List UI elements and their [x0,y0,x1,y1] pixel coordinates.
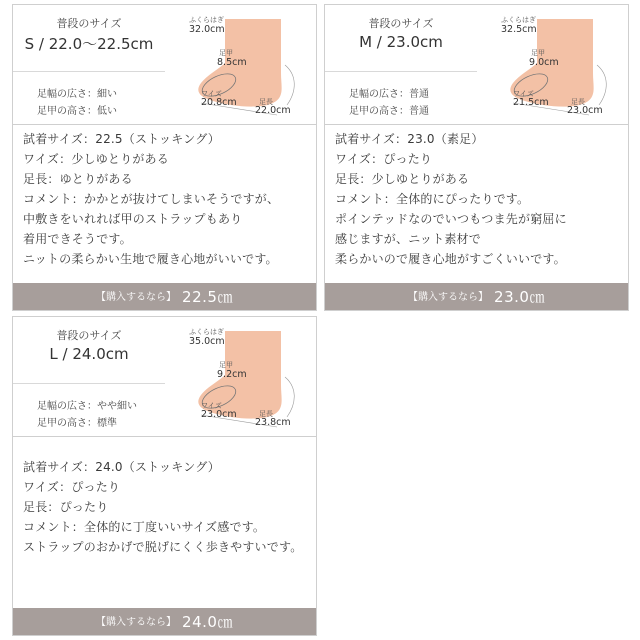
review-text [23,129,310,269]
review-line: 柔らかいので履き心地がすごくいいです。 [335,252,566,266]
divider [325,71,477,72]
review-line: 足長：少しゆとりがある [335,172,470,186]
usual-size-value: L / 24.0cm [49,345,129,363]
review-line: コメント：全体的に丁度いいサイズ感です。 [23,520,266,534]
review-text [335,129,622,269]
instep-caption: 足甲 [219,49,233,57]
size-card-2 [324,4,629,311]
recommended-size: 23.0㎝ [494,288,545,306]
calf-caption: ふくらはぎ [189,328,224,336]
instep-caption: 足甲 [531,49,545,57]
calf-caption: ふくらはぎ [501,16,536,24]
usual-size-label: 普段のサイズ [56,329,122,342]
divider [13,71,165,72]
review-line: ストラップのおかげで脱げにくく歩きやすいです。 [23,540,303,554]
recommended-caption: 【購入するなら】 [96,617,177,628]
recommended-caption: 【購入するなら】 [96,292,177,303]
instep-height-label: 足甲の高さ：普通 [349,106,429,117]
usual-size-panel [13,5,165,124]
recommended-size: 22.5㎝ [182,288,233,306]
instep-height-label: 足甲の高さ：低い [37,106,117,117]
calf-value: 32.5cm [501,24,537,35]
foot-width-label: 足幅の広さ：細い [37,89,117,100]
review-line: コメント：全体的にぴったりです。 [335,192,530,206]
instep-value: 8.5cm [217,57,247,68]
usual-size-label: 普段のサイズ [56,17,122,30]
instep-height-label: 足甲の高さ：標準 [37,418,117,429]
foot-width-label: 足幅の広さ：普通 [349,89,429,100]
length-caption: 足長 [571,98,585,106]
calf-value: 35.0cm [189,336,225,347]
calf-value: 32.0cm [189,24,225,35]
foot-diagram [173,11,313,121]
card-header [13,5,316,125]
length-value: 23.0cm [567,105,603,116]
length-caption: 足長 [259,98,273,106]
usual-size-label: 普段のサイズ [368,17,434,30]
review-line: 中敷きをいれれば甲のストラップもあり [23,212,243,226]
divider [13,383,165,384]
recommended-size-bar [13,608,316,635]
size-card-1 [12,4,317,311]
review-line: 足長：ぴったり [23,500,109,514]
review-line: コメント：かかとが抜けてしまいそうですが、 [23,192,280,206]
length-value: 23.8cm [255,417,291,428]
wise-value: 21.5cm [513,97,549,108]
foot-width-label: 足幅の広さ：やや細い [37,401,137,412]
foot-diagram [485,11,625,121]
length-caption: 足長 [259,410,273,418]
review-line: ワイズ：少しゆとりがある [23,152,169,166]
recommended-size: 24.0㎝ [182,613,233,631]
review-line: 感じますが、ニット素材で [335,232,481,246]
recommended-size-bar [325,283,628,310]
wise-value: 20.8cm [201,97,237,108]
wise-caption: ワイズ [513,90,534,98]
review-line: 試着サイズ：23.0（素足） [335,132,484,146]
review-line: ニットの柔らかい生地で履き心地がいいです。 [23,252,278,266]
review-line: 試着サイズ：22.5（ストッキング） [23,132,220,146]
length-value: 22.0cm [255,105,291,116]
instep-caption: 足甲 [219,361,233,369]
card-header [325,5,628,125]
review-line: ワイズ：ぴったり [335,152,433,166]
recommended-caption: 【購入するなら】 [408,292,489,303]
calf-caption: ふくらはぎ [189,16,224,24]
review-line: ワイズ：ぴったり [23,480,121,494]
usual-size-value: S / 22.0〜22.5cm [24,35,154,53]
instep-value: 9.2cm [217,369,247,380]
usual-size-value: M / 23.0cm [359,33,443,51]
usual-size-panel [13,317,165,436]
review-text [23,457,310,557]
review-line: 着用できそうです。 [23,232,132,246]
recommended-size-bar [13,283,316,310]
usual-size-panel [325,5,477,124]
review-line: ポインテッドなのでいつもつま先が窮屈に [335,212,567,226]
size-card-3 [12,316,317,636]
wise-caption: ワイズ [201,402,222,410]
review-line: 足長：ゆとりがある [23,172,133,186]
review-line: 試着サイズ：24.0（ストッキング） [23,460,220,474]
instep-value: 9.0cm [529,57,559,68]
foot-diagram [173,323,313,433]
wise-value: 23.0cm [201,409,237,420]
card-header [13,317,316,437]
wise-caption: ワイズ [201,90,222,98]
